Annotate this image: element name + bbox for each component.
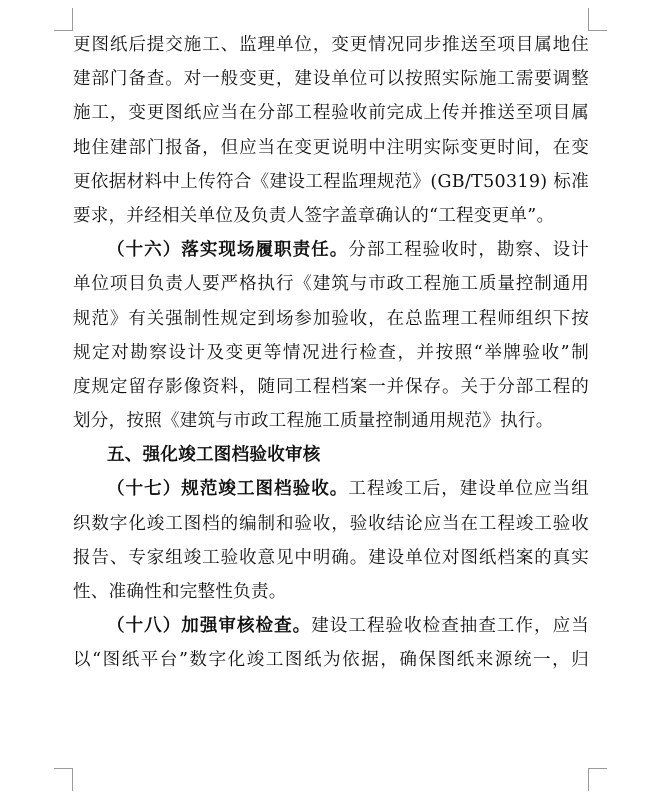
text-line	[73, 336, 589, 370]
section-heading-text: 五、强化竣工图档验收审核	[107, 445, 321, 466]
line-text: 工程竣工后，建设单位应当组	[348, 479, 589, 500]
paragraph-16-title: （十六）落实现场履职责任。	[107, 240, 349, 261]
text-line	[73, 370, 589, 404]
line-text: 施工，变更图纸应当在分部工程验收前完成上传并推送至项目属	[73, 103, 589, 124]
paragraph-18-title: （十八）加强审核检查。	[107, 616, 312, 637]
paragraph-18-start	[73, 609, 589, 643]
line-text: 建设工程验收检查抽查工作，应当	[311, 616, 589, 637]
line-text: 分部工程验收时，勘察、设计	[348, 240, 589, 261]
text-line	[73, 267, 589, 301]
line-text: 度规定留存影像资料，随同工程档案一并保存。关于分部工程的	[73, 376, 589, 397]
text-line	[73, 131, 589, 165]
text-line	[73, 28, 589, 62]
section-heading	[73, 438, 589, 472]
line-text: 以“图纸平台”数字化竣工图纸为依据，确保图纸来源统一，归	[73, 650, 589, 671]
line-text: 更图纸后提交施工、监理单位，变更情况同步推送至项目属地住	[73, 35, 589, 55]
text-line	[73, 541, 589, 575]
paragraph-16-start	[73, 233, 589, 267]
line-text: 建部门备查。对一般变更，建设单位可以按照实际施工需要调整	[73, 69, 589, 90]
text-line	[73, 507, 589, 541]
line-text: 织数字化竣工图档的编制和验收，验收结论应当在工程竣工验收	[73, 513, 589, 534]
line-text: 更依据材料中上传符合《建设工程监理规范》(GB/T50319) 标准	[73, 171, 589, 192]
crop-mark-bottom-right	[588, 768, 607, 791]
line-text: 划分，按照《建筑与市政工程施工质量控制通用规范》执行。	[73, 411, 554, 432]
text-line	[73, 643, 589, 677]
line-text: 性、准确性和完整性负责。	[73, 582, 287, 602]
text-line	[73, 62, 589, 96]
document-body	[73, 28, 589, 678]
line-text: 报告、专家组竣工验收意见中明确。建设单位对图纸档案的真实	[73, 547, 589, 568]
line-text: 规范》有关强制性规定到场参加验收，在总监理工程师组织下按	[73, 308, 589, 329]
crop-mark-bottom-left	[54, 768, 73, 791]
text-line	[73, 575, 589, 609]
crop-mark-top-left	[54, 8, 73, 31]
crop-mark-top-right	[588, 8, 607, 31]
line-text: 规定对勘察设计及变更等情况进行检查，并按照“举牌验收”制	[73, 342, 589, 363]
text-line	[73, 302, 589, 336]
text-line	[73, 199, 589, 233]
line-text: 要求，并经相关单位及负责人签字盖章确认的“工程变更单”。	[73, 205, 555, 226]
text-line	[73, 165, 589, 199]
paragraph-17-title: （十七）规范竣工图档验收。	[107, 479, 349, 500]
text-line	[73, 96, 589, 130]
line-text: 地住建部门报备，但应当在变更说明中注明实际变更时间，在变	[73, 137, 589, 158]
text-line	[73, 404, 589, 438]
line-text: 单位项目负责人要严格执行《建筑与市政工程施工质量控制通用	[73, 274, 589, 295]
paragraph-17-start	[73, 472, 589, 506]
